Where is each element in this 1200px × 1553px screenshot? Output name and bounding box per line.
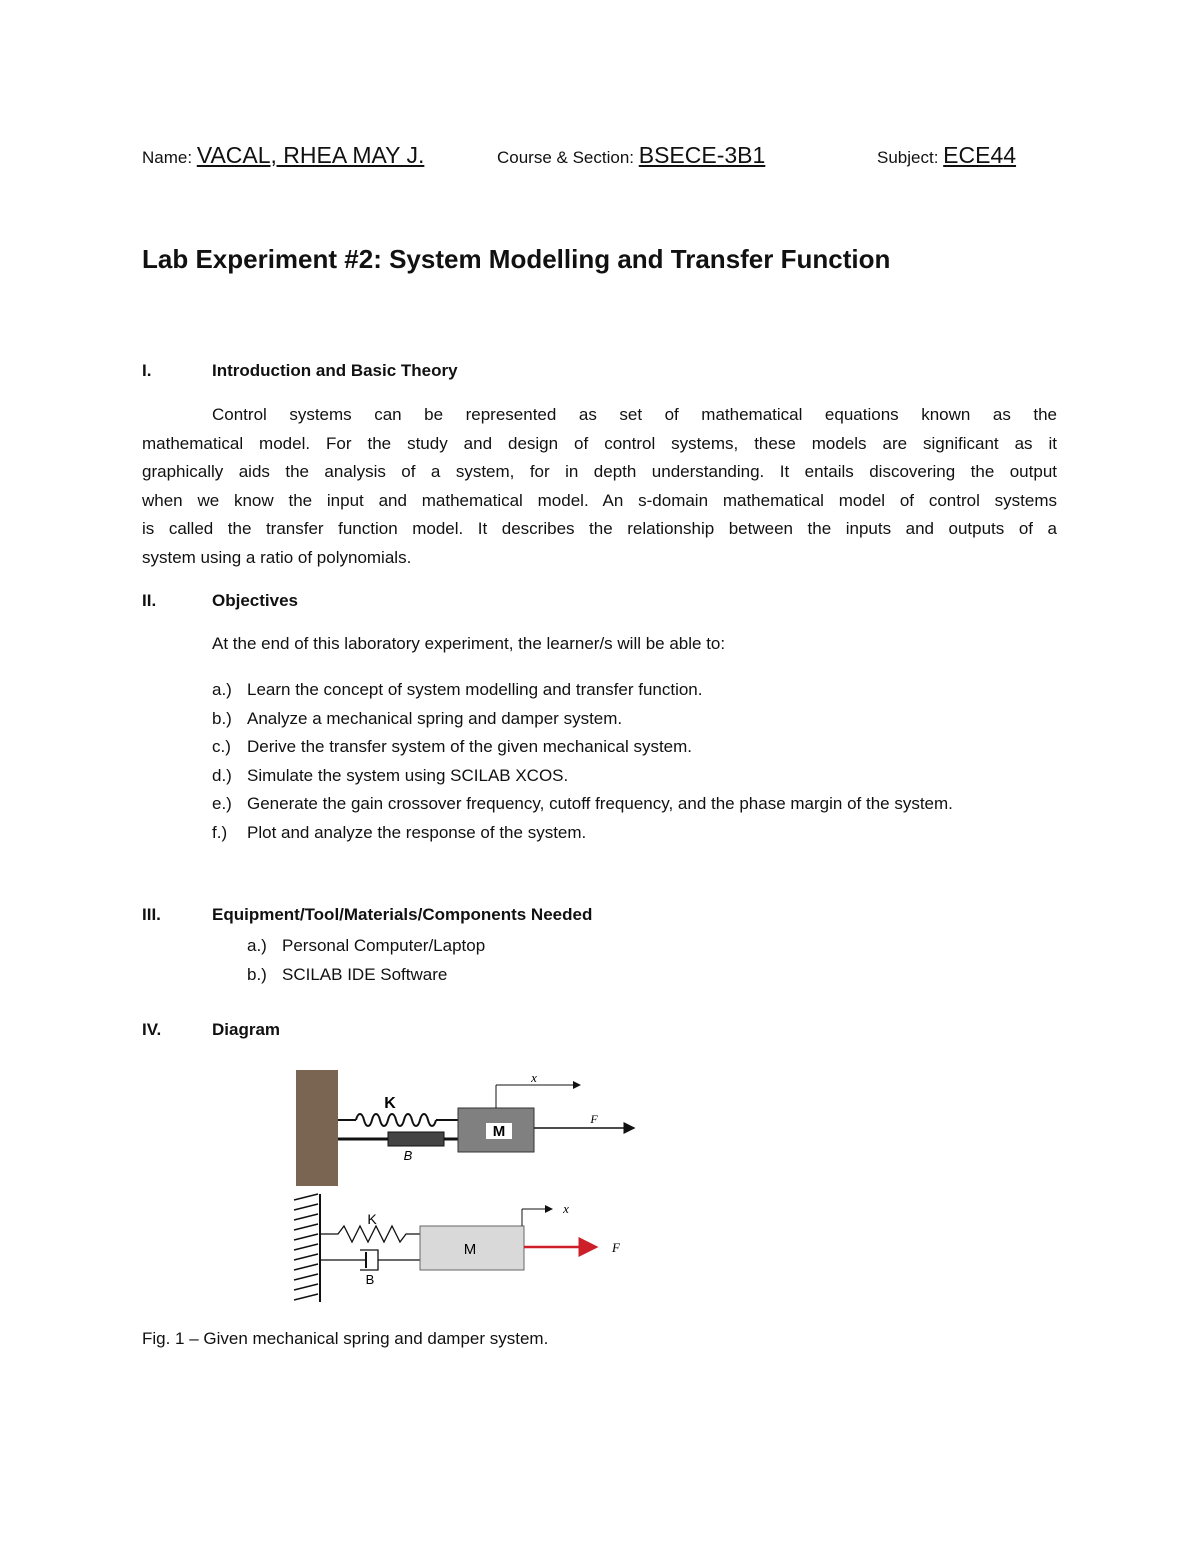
wall-top (296, 1070, 338, 1186)
section-number: II. (142, 591, 157, 610)
list-text: Simulate the system using SCILAB XCOS. (247, 765, 569, 785)
spring-label-bottom: K (367, 1211, 377, 1227)
section-heading-equipment (142, 905, 592, 925)
equipment-list (247, 932, 485, 989)
damper-top (338, 1132, 458, 1146)
list-marker: f.) (212, 822, 228, 842)
bottom-system-diagram (292, 1194, 621, 1302)
paragraph-line: system using a ratio of polynomials. (142, 547, 412, 567)
displacement-label-bottom: x (563, 1201, 569, 1216)
list-item (212, 790, 1057, 819)
paragraph-line: Control systems can be represented as set of mathematical equations known as the (212, 405, 1057, 424)
list-marker: c.) (212, 737, 231, 756)
mass-label-bottom: M (463, 1241, 477, 1258)
list-marker: e.) (212, 794, 232, 813)
force-label-top: F (590, 1112, 598, 1126)
section-number: I. (142, 361, 152, 380)
student-info-row (142, 142, 1060, 182)
list-item (212, 819, 1057, 848)
course-section-label: Course & Section: (497, 148, 635, 167)
damper-label-bottom: B (365, 1272, 375, 1287)
mass-label-top: M (492, 1123, 506, 1140)
spring-label-top: K (384, 1095, 396, 1112)
force-label-bottom: F (612, 1240, 620, 1255)
section-number: IV. (142, 1020, 162, 1039)
objectives-lead: At the end of this laboratory experiment, the learner/s will be able to: (212, 634, 726, 653)
list-text: Generate the gain crossover frequency, cutoff frequency, and the phase margin of the system. (247, 794, 953, 813)
paragraph-line: mathematical model. For the study and design of control systems, these models are significant as it (142, 433, 1057, 453)
paragraph-line: is called the transfer function model. It describes the relationship between the inputs and outputs of a (142, 519, 1057, 538)
section-heading-intro (142, 361, 458, 381)
list-marker: a.) (212, 680, 232, 699)
spring-damper-diagram (290, 1068, 640, 1304)
list-text: Analyze a mechanical spring and damper system. (247, 708, 623, 728)
name-value: VACAL, RHEA MAY J. (196, 142, 425, 168)
list-item (247, 932, 485, 961)
list-text: Learn the concept of system modelling and transfer function. (247, 680, 703, 699)
course-section-field (497, 142, 831, 169)
list-marker: b.) (212, 708, 232, 728)
list-text: Plot and analyze the response of the system. (247, 822, 587, 842)
list-marker: b.) (247, 964, 267, 984)
section-title: Equipment/Tool/Materials/Components Needed (212, 905, 593, 924)
list-text: Derive the transfer system of the given mechanical system. (247, 737, 693, 756)
spring-top (338, 1114, 458, 1126)
damper-label-top: B (403, 1148, 413, 1163)
objectives-list (212, 676, 1057, 847)
damper-bottom (320, 1250, 420, 1270)
subject-label: Subject: (877, 148, 939, 167)
subject-value: ECE44 (943, 142, 1017, 168)
list-item (212, 705, 1057, 734)
section-title: Objectives (212, 591, 298, 610)
list-item (212, 733, 1057, 762)
intro-paragraph (142, 401, 1057, 572)
top-system-diagram (296, 1070, 634, 1186)
section-number: III. (142, 905, 161, 924)
list-text: Personal Computer/Laptop (282, 936, 486, 955)
name-field (142, 142, 424, 169)
list-item (212, 676, 1057, 705)
subject-field (877, 142, 1049, 169)
section-heading-objectives (142, 591, 298, 611)
document-title: Lab Experiment #2: System Modelling and Transfer Function (142, 244, 891, 274)
section-title: Introduction and Basic Theory (212, 361, 458, 380)
course-section-value: BSECE-3B1 (638, 142, 766, 168)
list-item (212, 762, 1057, 791)
paragraph-line: graphically aids the analysis of a system, for in depth understanding. It entails discovering the output (142, 462, 1057, 481)
list-text: SCILAB IDE Software (282, 964, 448, 984)
displacement-label-top: x (531, 1070, 537, 1085)
spring-bottom (320, 1226, 420, 1242)
figure-caption: Fig. 1 – Given mechanical spring and damper system. (142, 1329, 549, 1348)
section-heading-diagram (142, 1020, 280, 1040)
list-marker: a.) (247, 936, 267, 955)
list-item (247, 961, 485, 990)
section-title: Diagram (212, 1020, 281, 1039)
list-marker: d.) (212, 765, 232, 785)
paragraph-line: when we know the input and mathematical model. An s-domain mathematical model of control systems (142, 490, 1057, 510)
name-label: Name: (142, 148, 193, 167)
